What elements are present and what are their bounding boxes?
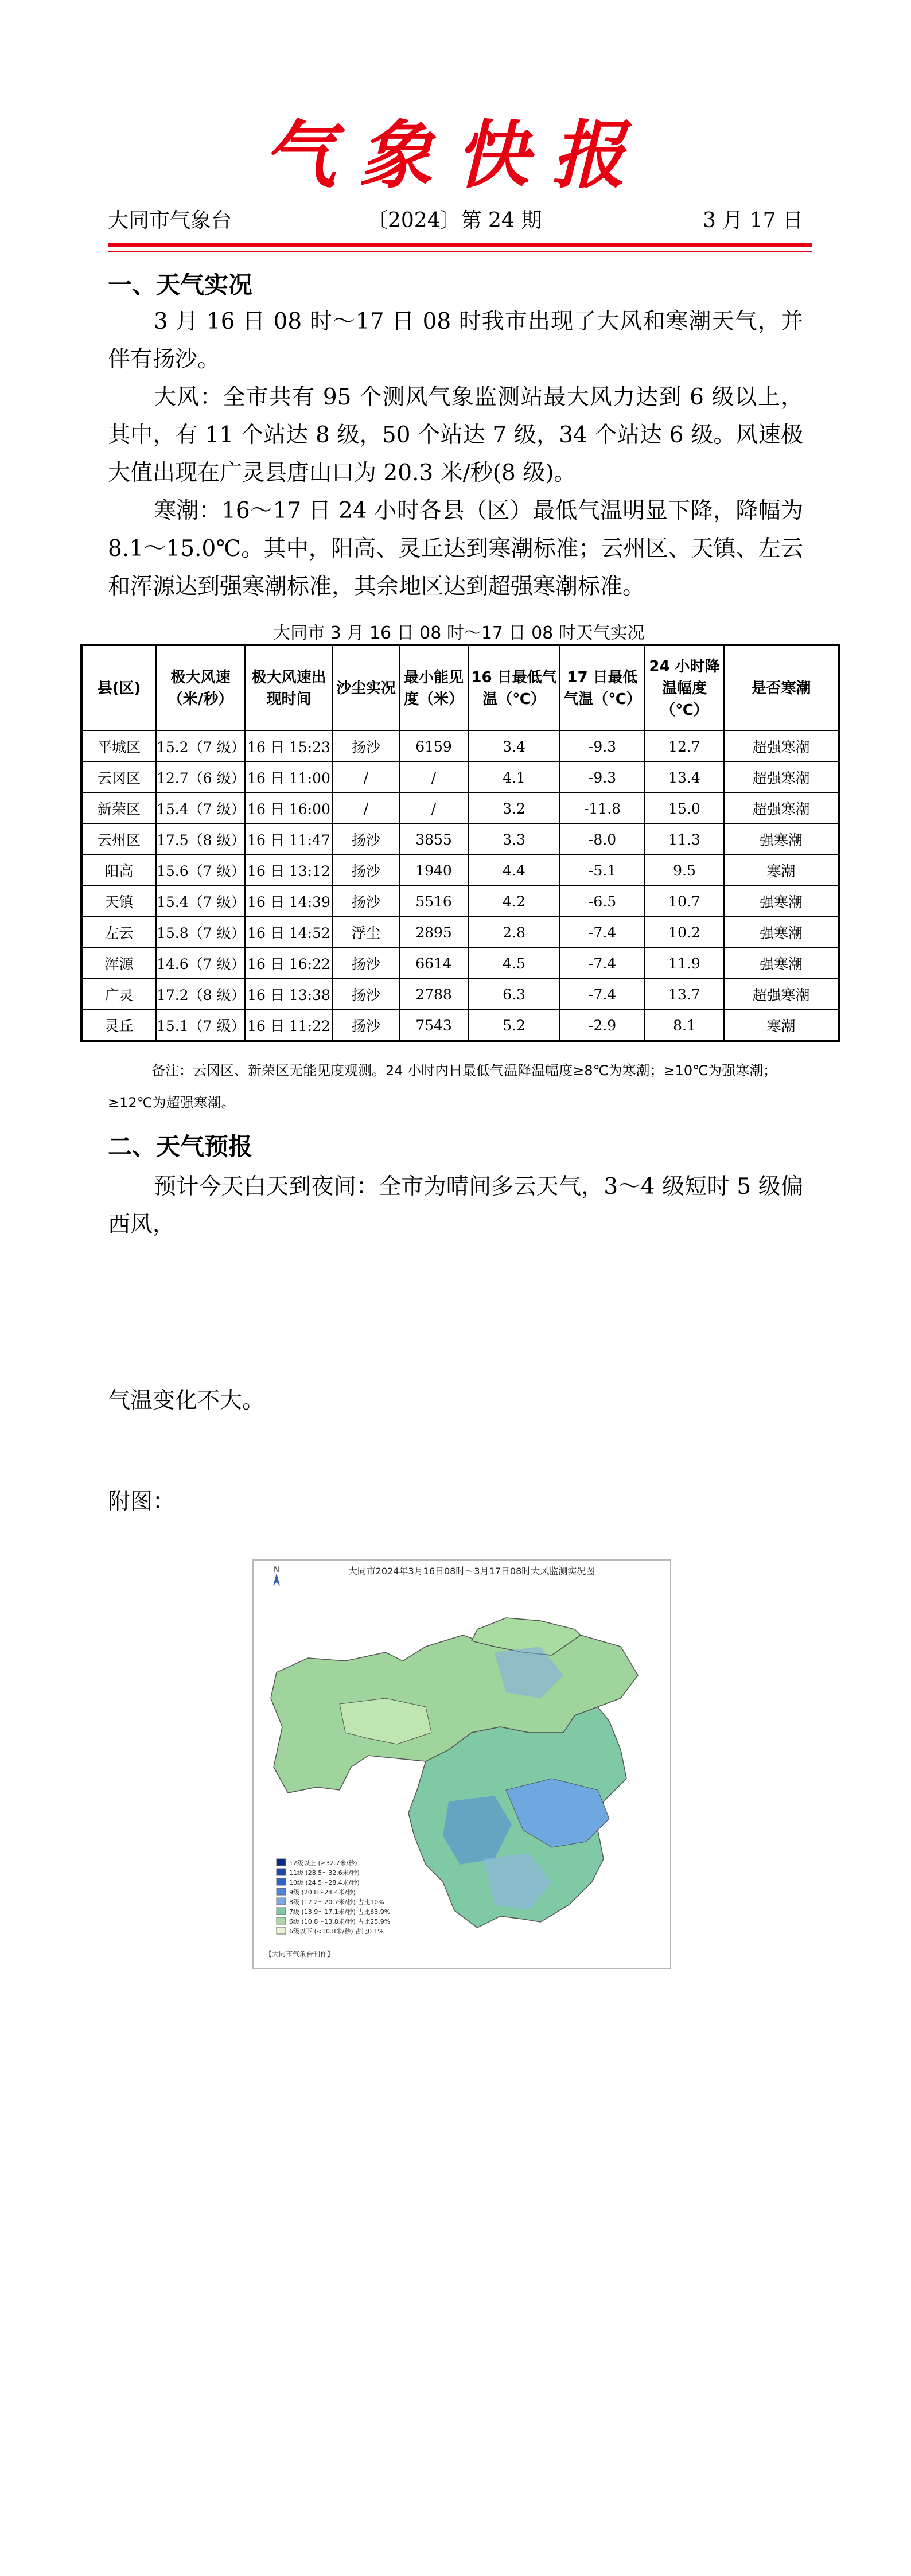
table-cell: 寒潮: [724, 1010, 839, 1041]
section-title-forecast: 二、天气预报: [108, 1133, 253, 1161]
table-cell: 15.1（7 级）: [156, 1010, 245, 1041]
legend-label: 10级 (24.5～28.4米/秒): [289, 1879, 360, 1886]
table-note: 备注：云冈区、新荣区无能见度观测。24 小时内日最低气温降温幅度≥8℃为寒潮；≥10℃为强寒潮；≥12℃为超强寒潮。: [108, 1063, 777, 1111]
legend-swatch: [277, 1878, 286, 1885]
table-cell: 16 日 13:12: [245, 855, 333, 886]
legend-label: 7级 (13.9～17.1米/秒) 占比63.9%: [289, 1908, 391, 1916]
table-header-cell: 极大风速出现时间: [245, 645, 333, 731]
table-cell: 3.4: [468, 731, 560, 762]
north-arrow-icon: [273, 1566, 280, 1586]
table-cell: 1940: [399, 855, 468, 886]
table-header-cell: 最小能见度（米）: [399, 645, 468, 731]
table-cell: /: [333, 762, 399, 793]
table-cell: 16 日 14:52: [245, 917, 333, 948]
county-name-cell: 左云: [81, 917, 156, 948]
table-cell: 16 日 13:38: [245, 979, 333, 1010]
table-cell: 强寒潮: [724, 886, 839, 917]
table-cell: 13.4: [645, 762, 724, 793]
legend-label: 8级 (17.2～20.7米/秒) 占比10%: [289, 1898, 384, 1906]
county-name-cell: 灵丘: [81, 1010, 156, 1041]
cold-wave-paragraph: 寒潮：16～17 日 24 小时各县（区）最低气温明显下降，降幅为 8.1～15.0℃。其中，阳高、灵丘达到寒潮标准；云州区、天镇、左云和浑源达到强寒潮标准，其余地区达到超强寒潮标准。: [108, 498, 803, 600]
forecast-paragraph-continued: 气温变化不大。: [108, 1388, 265, 1414]
table-cell: 扬沙: [333, 948, 399, 979]
table-cell: 10.2: [645, 917, 724, 948]
weather-observation-table: [80, 644, 840, 1042]
table-row: [81, 762, 839, 793]
table-cell: 4.4: [468, 855, 560, 886]
legend-swatch: [277, 1898, 286, 1905]
table-cell: 16 日 11:47: [245, 824, 333, 855]
table-cell: -7.4: [560, 948, 645, 979]
table-cell: 3.2: [468, 793, 560, 824]
table-cell: 6614: [399, 948, 468, 979]
county-name-cell: 平城区: [81, 731, 156, 762]
table-cell: 6159: [399, 731, 468, 762]
table-cell: 15.0: [645, 793, 724, 824]
legend-label: 9级 (20.8～24.4米/秒): [289, 1889, 356, 1896]
issue-number: 〔2024〕第 24 期: [367, 209, 542, 232]
county-name-cell: 浑源: [81, 948, 156, 979]
table-cell: -11.8: [560, 793, 645, 824]
table-cell: 5.2: [468, 1010, 560, 1041]
wind-monitoring-map: [252, 1559, 671, 1969]
table-cell: 扬沙: [333, 886, 399, 917]
legend-label: 12级以上 (≥32.7米/秒): [289, 1859, 357, 1867]
table-cell: 强寒潮: [724, 917, 839, 948]
table-cell: -8.0: [560, 824, 645, 855]
table-header-cell: 是否寒潮: [724, 645, 839, 731]
table-cell: 12.7: [645, 731, 724, 762]
table-row: [81, 855, 839, 886]
table-cell: 15.4（7 级）: [156, 793, 245, 824]
table-cell: -7.4: [560, 979, 645, 1010]
table-cell: 4.5: [468, 948, 560, 979]
county-name-cell: 新荣区: [81, 793, 156, 824]
table-cell: 16 日 15:23: [245, 731, 333, 762]
table-header-cell: 16 日最低气温（℃）: [468, 645, 560, 731]
table-cell: 3855: [399, 824, 468, 855]
table-cell: 12.7（6 级）: [156, 762, 245, 793]
observation-paragraph-1: 3 月 16 日 08 时～17 日 08 时我市出现了大风和寒潮天气，并伴有扬沙。: [108, 309, 803, 372]
table-header-cell: 沙尘实况: [333, 645, 399, 731]
table-cell: -2.9: [560, 1010, 645, 1041]
table-cell: 超强寒潮: [724, 731, 839, 762]
legend-swatch: [277, 1917, 286, 1924]
masthead-title: 气象快报: [262, 113, 648, 199]
table-row: [81, 731, 839, 762]
table-cell: 6.3: [468, 979, 560, 1010]
table-cell: 4.2: [468, 886, 560, 917]
map-legend: [277, 1859, 390, 1935]
office-name: 大同市气象台: [108, 209, 232, 232]
table-cell: 11.9: [645, 948, 724, 979]
table-caption: 大同市 3 月 16 日 08 时～17 日 08 时天气实况: [273, 623, 645, 643]
table-row: [81, 1010, 839, 1041]
table-cell: 扬沙: [333, 824, 399, 855]
table-cell: 2895: [399, 917, 468, 948]
issue-date: 3 月 17 日: [702, 209, 803, 232]
table-cell: -9.3: [560, 731, 645, 762]
section-title-observation: 一、天气实况: [108, 271, 253, 299]
county-name-cell: 云冈区: [81, 762, 156, 793]
table-cell: 10.7: [645, 886, 724, 917]
table-cell: 超强寒潮: [724, 762, 839, 793]
wind-map-graphic: [254, 1561, 670, 1968]
north-label: N: [274, 1566, 279, 1574]
table-cell: 超强寒潮: [724, 979, 839, 1010]
table-cell: 扬沙: [333, 979, 399, 1010]
table-row: [81, 948, 839, 979]
table-row: [81, 886, 839, 917]
table-cell: 15.4（7 级）: [156, 886, 245, 917]
county-name-cell: 广灵: [81, 979, 156, 1010]
header-rule-thin: [108, 251, 812, 252]
table-cell: 15.8（7 级）: [156, 917, 245, 948]
table-header-cell: 17 日最低气温（℃）: [560, 645, 645, 731]
table-row: [81, 917, 839, 948]
table-cell: 浮尘: [333, 917, 399, 948]
legend-swatch: [277, 1908, 286, 1915]
table-cell: -7.4: [560, 917, 645, 948]
legend-label: 6级以下 (<10.8米/秒) 占比0.1%: [289, 1928, 384, 1935]
table-cell: -6.5: [560, 886, 645, 917]
table-cell: 寒潮: [724, 855, 839, 886]
table-cell: -5.1: [560, 855, 645, 886]
table-cell: 扬沙: [333, 1010, 399, 1041]
table-cell: /: [399, 762, 468, 793]
table-cell: 7543: [399, 1010, 468, 1041]
header-rule-thick: [108, 243, 812, 247]
table-header-cell: 极大风速（米/秒）: [156, 645, 245, 731]
table-cell: 扬沙: [333, 855, 399, 886]
table-cell: /: [399, 793, 468, 824]
map-credit: 【大同市气象台制作】: [265, 1950, 334, 1958]
table-cell: 13.7: [645, 979, 724, 1010]
legend-label: 6级 (10.8～13.8米/秒) 占比25.9%: [289, 1918, 391, 1925]
table-header-row: [81, 645, 839, 731]
legend-swatch: [277, 1888, 286, 1895]
table-cell: 5516: [399, 886, 468, 917]
table-cell: 16 日 14:39: [245, 886, 333, 917]
table-cell: 11.3: [645, 824, 724, 855]
table-cell: 16 日 16:00: [245, 793, 333, 824]
legend-swatch: [277, 1869, 286, 1875]
table-cell: /: [333, 793, 399, 824]
table-cell: 14.6（7 级）: [156, 948, 245, 979]
table-header-cell: 24 小时降温幅度（℃）: [645, 645, 724, 731]
table-cell: 15.2（7 级）: [156, 731, 245, 762]
table-cell: 16 日 16:22: [245, 948, 333, 979]
table-cell: 强寒潮: [724, 948, 839, 979]
table-cell: 9.5: [645, 855, 724, 886]
table-row: [81, 824, 839, 855]
table-cell: 强寒潮: [724, 824, 839, 855]
table-body: [81, 731, 839, 1041]
table-cell: 2788: [399, 979, 468, 1010]
appendix-label: 附图：: [108, 1489, 176, 1515]
legend-label: 11级 (28.5～32.6米/秒): [289, 1869, 360, 1877]
county-name-cell: 天镇: [81, 886, 156, 917]
county-name-cell: 云州区: [81, 824, 156, 855]
legend-swatch: [277, 1859, 286, 1866]
table-cell: 8.1: [645, 1010, 724, 1041]
table-cell: -9.3: [560, 762, 645, 793]
table-row: [81, 979, 839, 1010]
table-cell: 2.8: [468, 917, 560, 948]
table-cell: 超强寒潮: [724, 793, 839, 824]
wind-paragraph: 大风：全市共有 95 个测风气象监测站最大风力达到 6 级以上，其中，有 11 个站达 8 级，50 个站达 7 级，34 个站达 6 级。风速极大值出现在广灵县唐山口为 20.3 米/秒(8 级)。: [108, 384, 803, 486]
table-cell: 16 日 11:00: [245, 762, 333, 793]
map-title: 大同市2024年3月16日08时～3月17日08时大风监测实况图: [348, 1566, 595, 1577]
table-row: [81, 793, 839, 824]
table-cell: 17.5（8 级）: [156, 824, 245, 855]
table-cell: 17.2（8 级）: [156, 979, 245, 1010]
table-cell: 扬沙: [333, 731, 399, 762]
forecast-paragraph: 预计今天白天到夜间：全市为晴间多云天气，3～4 级短时 5 级偏西风，: [108, 1174, 803, 1238]
table-cell: 16 日 11:22: [245, 1010, 333, 1041]
legend-swatch: [277, 1927, 286, 1934]
table-cell: 3.3: [468, 824, 560, 855]
table-cell: 4.1: [468, 762, 560, 793]
table-cell: 15.6（7 级）: [156, 855, 245, 886]
table-header-cell: 县(区): [81, 645, 156, 731]
county-name-cell: 阳高: [81, 855, 156, 886]
